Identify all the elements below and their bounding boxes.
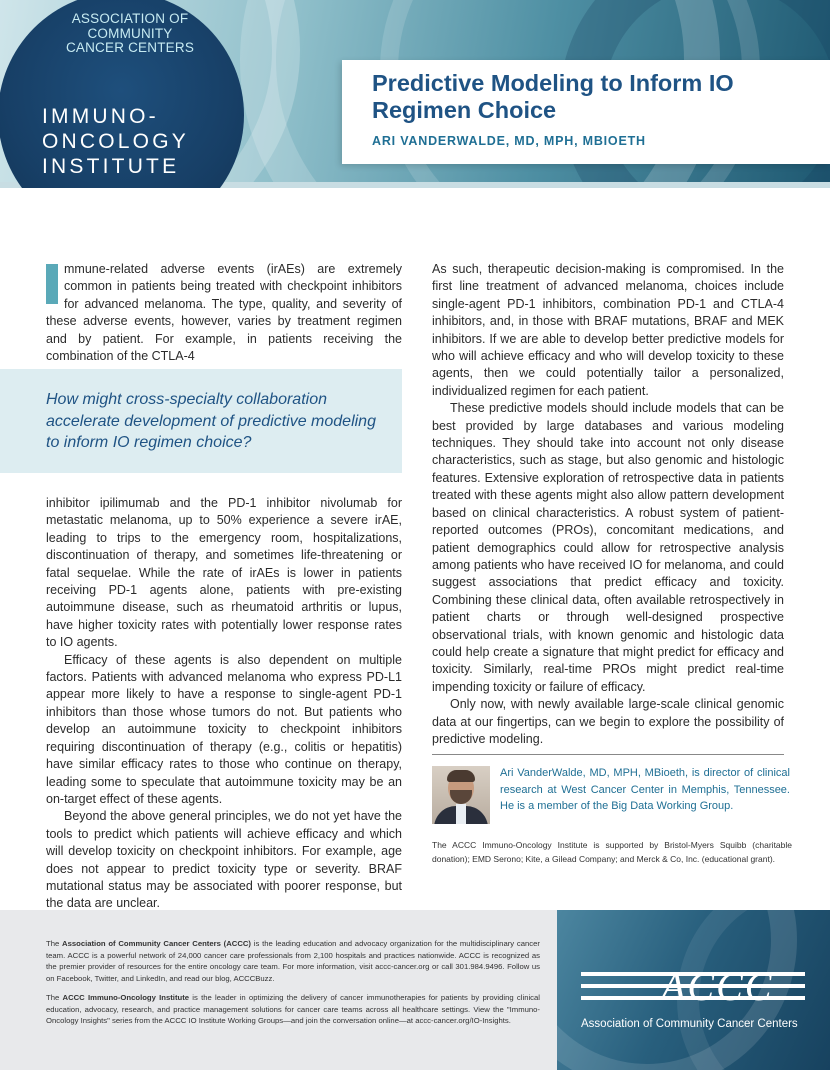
- accc-logo: ACCC: [661, 964, 774, 1009]
- support-note: The ACCC Immuno-Oncology Institute is supported by Bristol-Myers Squibb (charitable donation); EMD Serono; Kite, a Gilead Company; and Merck & Co, Inc. (educational grant).: [432, 840, 792, 864]
- article-title: Predictive Modeling to Inform IO Regimen Choice: [372, 70, 734, 123]
- footer-brand-panel: [557, 910, 830, 1070]
- article-intro: [46, 261, 402, 365]
- pull-quote: How might cross-specialty collaboration accelerate development of predictive modeling to inform IO regimen choice?: [46, 391, 376, 451]
- accc-org-name: Association of Community Cancer Centers: [581, 1018, 798, 1030]
- left-column: [46, 495, 402, 913]
- right-column: [432, 261, 784, 748]
- institute-name: IMMUNO-ONCOLOGY INSTITUTE: [42, 105, 189, 178]
- footer-paragraph-institute: The ACCC Immuno-Oncology Institute is the leader in optimizing the delivery of cancer immunotherapies for patients by providing clinical education, advocacy, research, and practice management solutions for cancer care teams across all healthcare settings. View the "Immuno-Oncology Insights" series from the ACCC IO Institute Working Groups—and join the conversation online—at accc-cancer.org/IO-Insights.: [46, 993, 541, 1025]
- page-header: [0, 0, 830, 188]
- intro-paragraph: mmune-related adverse events (irAEs) are extremely common in patients being treated with checkpoint inhibitors for advanced melanoma. The type, quality, and severity of these adverse events, however, varies by treatment regimen and by patient. For example, in patients receiving the combination of the CTLA-4: [46, 262, 402, 364]
- paragraph: As such, therapeutic decision-making is compromised. In the first line treatment of advanced melanoma, choices include single-agent PD-1 inhibitors, combination PD-1 and CTLA-4 inhibitors, and, in those with BRAF mutations, BRAF and MEK inhibitors. If we are able to develop better predictive models for who will achieve efficacy and who will develop toxicity to these agents, then we could potentially tailor a personalized, individualized regimen for each patient.: [432, 262, 784, 398]
- paragraph: inhibitor ipilimumab and the PD-1 inhibitor nivolumab for metastatic melanoma, up to 50% experience a severe irAE, leading to trips to the emergency room, hospitalizations, discontinuation of therapy, and sometimes life-threatening or fatal sequelae. While the rate of irAEs is lower in patients receiving PD-1 agents alone, patients with pre-existing autoimmune disease, such as rheumatoid arthritis or lupus, have higher toxicity rates with potentially lower response rates to IO agents.: [46, 496, 402, 650]
- page-footer: [0, 910, 830, 1070]
- footer-text: [46, 938, 540, 1035]
- article-author: ARI VANDERWALDE, MD, MPH, MBIOETH: [372, 134, 646, 148]
- pull-quote-box: [0, 369, 402, 473]
- author-bio: Ari VanderWalde, MD, MPH, MBioeth, is director of clinical research at West Cancer Center in Memphis, Tennessee. He is a member of the Big Data Working Group.: [500, 767, 790, 812]
- drop-cap-bar: [46, 264, 58, 304]
- paragraph: Only now, with newly available large-scale clinical genomic data at our fingertips, can we begin to explore the possibility of predictive modeling.: [432, 697, 784, 746]
- footer-paragraph-accc: The Association of Community Cancer Centers (ACCC) is the leading education and advocacy organization for the multidisciplinary cancer team. ACCC is a powerful network of 24,000 cancer care professionals from 2,100 hospitals and practices nationwide. ACCC is recognized as the premier provider of resources for the entire oncology care team. For more information, visit accc-cancer.org or call 301.984.9496. Follow us on Facebook, Twitter, and LinkedIn, and read our blog, ACCCBuzz.: [46, 939, 540, 983]
- association-label: ASSOCIATION OF COMMUNITY CANCER CENTERS: [65, 11, 195, 55]
- paragraph: These predictive models should include models that can be best provided by large databases and various modeling techniques. They should take into account not only disease characteristics, such as stage, but also genomic and histologic features. Extensive exploration of retrospective data in patients treated with these agents might also allow pattern development based on clinical characteristics. A robust system of patient-reported outcomes (PROs), concomitant medications, and patient demographics could allow for retrospective analysis among patients who have received IO for melanoma, and could suggest associations that predict efficacy and toxicity. Combining these clinical data, often available retrospectively in patient charts or through well-designed prospective observational trials, with known genomic and histologic data could help create a signature that might predict for efficacy and toxicity. Similarly, real-time PROs might predict real-time impending toxicity or failure of efficacy.: [432, 401, 784, 694]
- bio-divider: [432, 754, 784, 755]
- title-card: [342, 60, 830, 164]
- paragraph: Efficacy of these agents is also dependent on multiple factors. Patients with advanced melanoma who express PD-L1 appear more likely to have a response to single-agent PD-1 inhibitors than those whose tumors do not. But patients who develop an autoimmune toxicity to checkpoint inhibitors requiring discontinuation of therapy (e.g., colitis or hepatitis) have similar efficacy rates to those who continue on therapy, leading some to speculate that autoimmune toxicity may be an on-target effect of these agents.: [46, 652, 402, 806]
- paragraph: Beyond the above general principles, we do not yet have the tools to predict which patients will achieve efficacy and which will develop toxicity on checkpoint inhibitors. For example, age does not appear to predict toxicity type or severity. BRAF mutational status may be associated with poorer response, but the data are unclear.: [46, 809, 402, 911]
- author-photo: [432, 766, 490, 824]
